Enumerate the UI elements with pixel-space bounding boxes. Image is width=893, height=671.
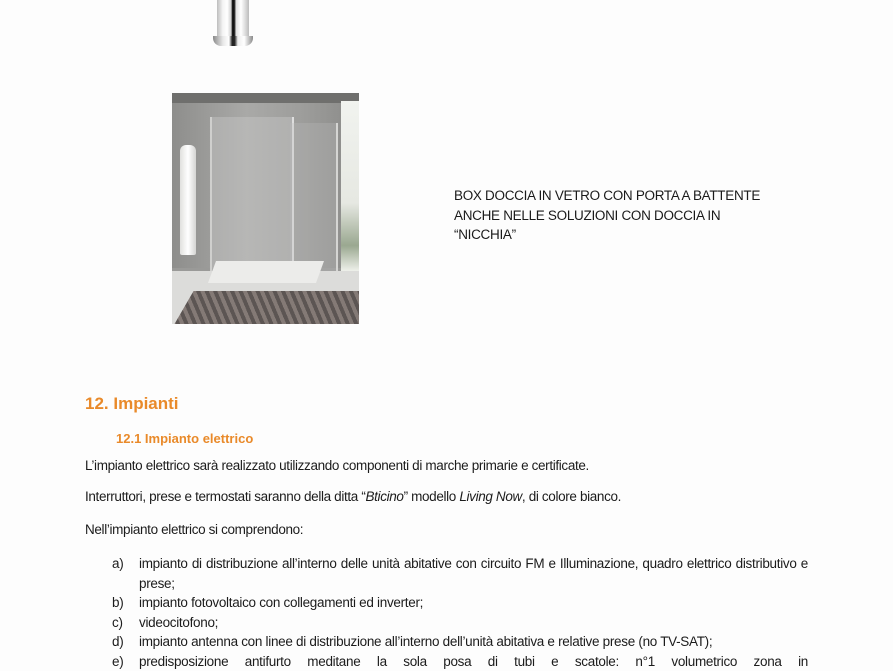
list-marker: c) — [112, 613, 139, 633]
caption-line: ANCHE NELLE SOLUZIONI CON DOCCIA IN — [454, 206, 814, 226]
list-item — [112, 554, 808, 593]
image-caption — [454, 186, 814, 245]
list-marker: e) — [112, 652, 139, 671]
paragraph: Nell’impianto elettrico si comprendono: — [85, 522, 303, 537]
shower-tray — [208, 261, 324, 283]
list-text: predisposizione antifurto meditane la sola posa di tubi e scatole: n°1 volumetrico zona in — [139, 652, 808, 671]
paragraph: L’impianto elettrico sarà realizzato utilizzando componenti di marche primarie e certificate. — [85, 458, 589, 473]
model-name: Living Now — [459, 489, 522, 504]
faucet-image — [213, 0, 253, 48]
glass-panel — [210, 117, 294, 277]
list-marker: a) — [112, 554, 139, 593]
list-item — [112, 613, 808, 633]
list-text: impianto antenna con linee di distribuzione all’interno dell’unità abitativa e relative prese (no TV-SAT); — [139, 632, 808, 652]
faucet-base — [213, 36, 253, 46]
subsection-heading: 12.1 Impianto elettrico — [116, 431, 253, 446]
faucet-body — [217, 0, 249, 38]
window — [341, 101, 359, 271]
bathrobe — [180, 145, 196, 255]
glass-door — [290, 123, 338, 273]
caption-line: BOX DOCCIA IN VETRO CON PORTA A BATTENTE — [454, 186, 814, 206]
list-text: impianto fotovoltaico con collegamenti ed inverter; — [139, 593, 808, 613]
shower-box-photo — [172, 93, 359, 324]
list-item — [112, 593, 808, 613]
paragraph: Interruttori, prese e termostati saranno della ditta “Bticino” modello Living Now, di colore bianco. — [85, 489, 621, 504]
brand-name: Bticino — [366, 489, 404, 504]
list-item — [112, 632, 808, 652]
list-marker: b) — [112, 593, 139, 613]
rug — [172, 291, 359, 324]
items-list — [112, 554, 808, 671]
list-marker: d) — [112, 632, 139, 652]
list-text: videocitofono; — [139, 613, 808, 633]
section-heading: 12. Impianti — [85, 394, 179, 414]
list-text: impianto di distribuzione all’interno delle unità abitative con circuito FM e Illuminazione, quadro elettrico distributivo e prese; — [139, 554, 808, 593]
list-item — [112, 652, 808, 671]
caption-line: “NICCHIA” — [454, 225, 814, 245]
